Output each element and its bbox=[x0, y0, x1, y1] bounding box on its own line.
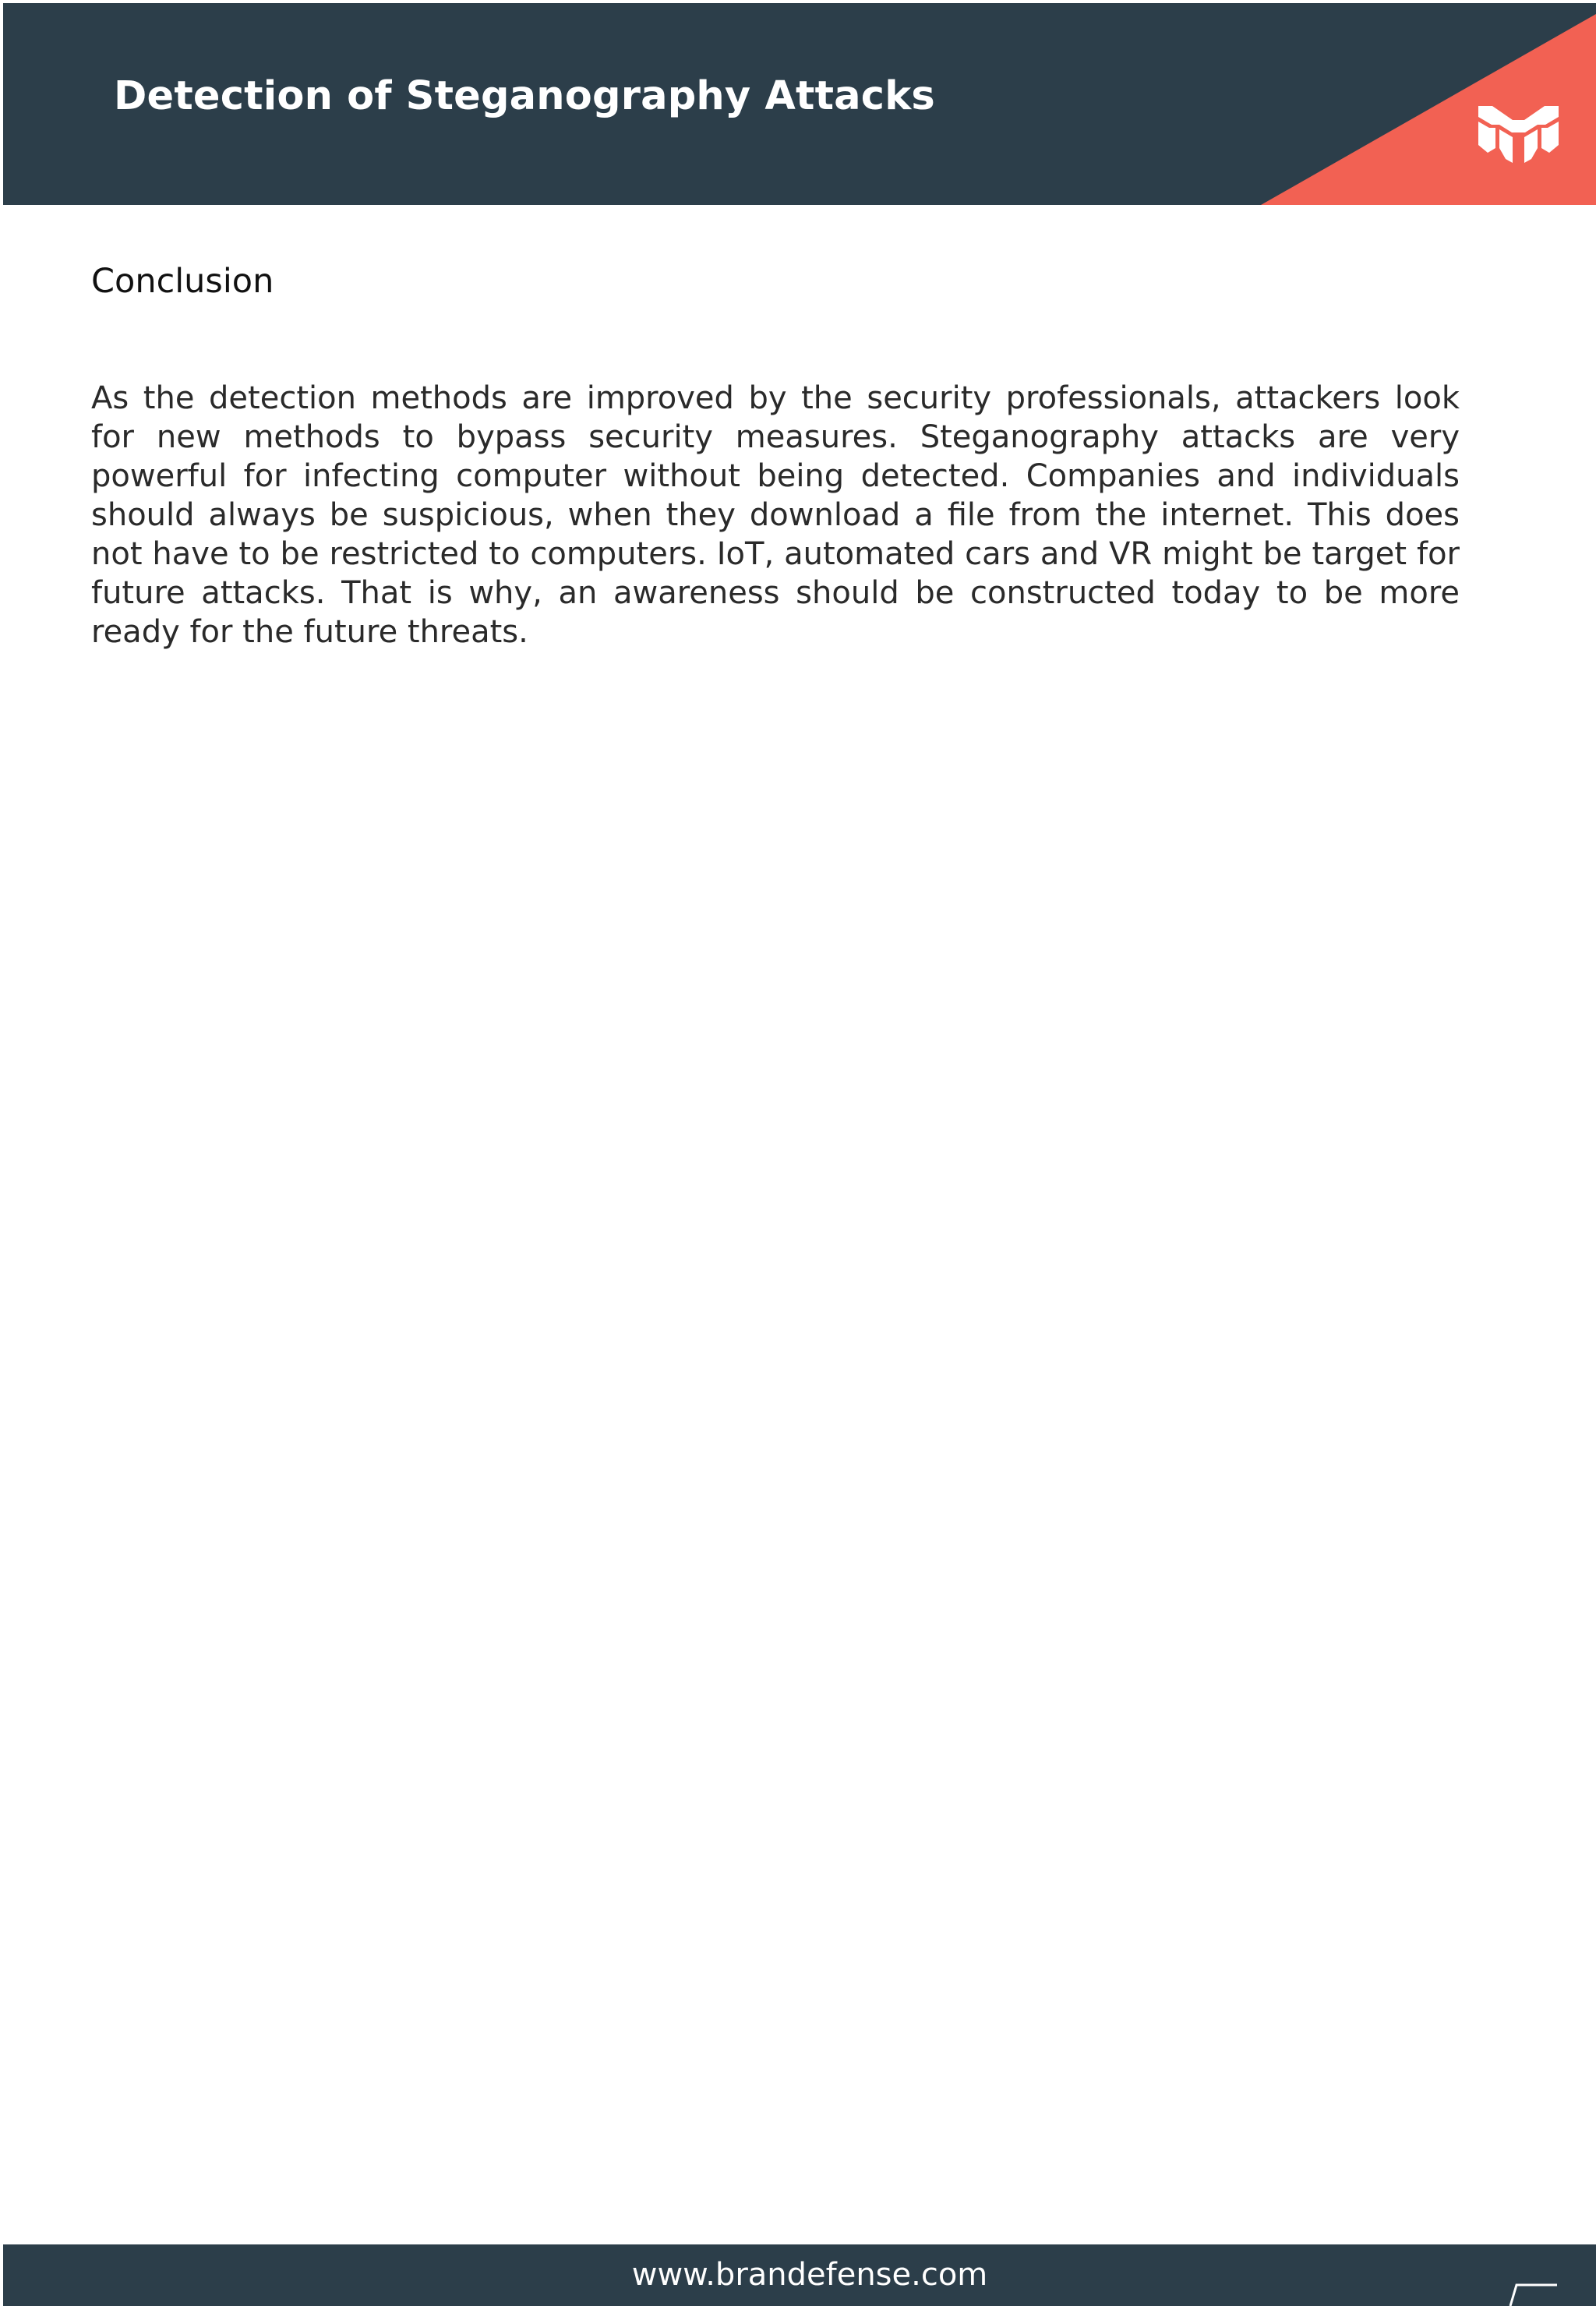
brandefense-logo-icon bbox=[1478, 101, 1559, 163]
document-title: Detection of Steganography Attacks bbox=[114, 73, 935, 119]
page-corner-mark bbox=[1506, 2282, 1560, 2306]
footer-website-link[interactable]: www.brandefense.com bbox=[631, 2257, 988, 2293]
conclusion-paragraph: As the detection methods are improved by the security professionals, attackers look for new methods to bypass security measures. Steganography attacks are very powerful for infecting computer without being detected. Companies and individuals should always be suspicious, when they download a file from the internet. This does not have to be restricted to computers. IoT, automated cars and VR might be target for future attacks. That is why, an awareness should be constructed today to be more ready for the future threats. bbox=[91, 380, 1460, 650]
page-header bbox=[3, 3, 1596, 205]
section-heading: Conclusion bbox=[91, 262, 274, 301]
page-footer bbox=[3, 2244, 1596, 2306]
